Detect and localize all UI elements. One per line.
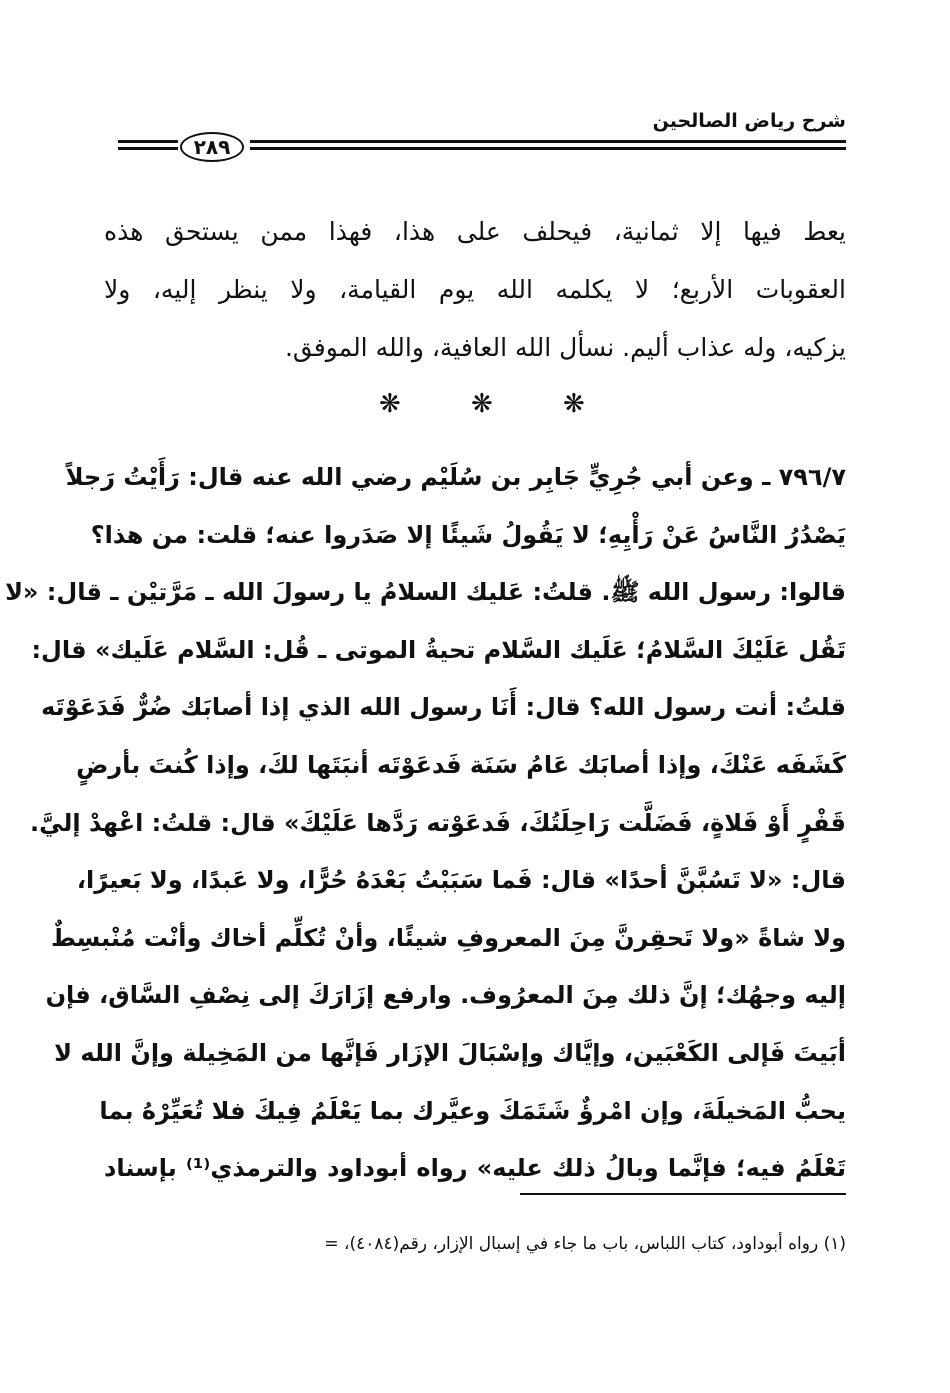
text-line: ٧٩٦/٧ ـ وعن أبي جُرِيٍّ جَابِر بن سُلَيْم رضي الله عنه قال: رَأَيْتُ رَجلاً [65,463,846,491]
text-line: يزكيه، وله عذاب أليم. نسأل الله العافية، والله الموفق. [284,333,846,362]
footnote-divider [520,1193,846,1195]
separator-star-icon: ❋ [563,389,585,419]
text-line: تَعْلَمُ فيه؛ فإنَّما وبالُ ذلك عليه» رواه أبوداود والترمذي⁽¹⁾ بإسناد [104,1154,846,1183]
hadith-paragraph [5,449,846,1198]
footnote: (١) رواه أبوداود، كتاب اللباس، باب ما جاء في إسبال الإزار، رقم(٤٠٨٤)، = [324,1234,846,1254]
header-rule-left-bottom [118,147,178,150]
separator-star-icon: ❋ [379,389,401,419]
text-line: العقوبات الأربع؛ لا يكلمه الله يوم القيامة، ولا ينظر إليه، ولا [104,275,846,304]
running-title: شرح رياض الصالحين [652,110,846,132]
text-line: قَفْرٍ أَوْ فَلاةٍ، فَضَلَّت رَاحِلَتُكَ، فَدعَوْته رَدَّها عَلَيْكَ» قال: قلتُ: اعْهدْ إليَّ. [30,808,846,837]
page-number: ٢٨٩ [180,132,244,162]
section-separator [0,384,950,424]
paragraph-continuation [104,203,846,377]
text-line: إليه وجهُك؛ إنَّ ذلك مِنَ المعرُوف. وارفع إزَارَكَ إلى نِصْفِ السَّاق، فإن [45,981,846,1010]
separator-star-icon: ❋ [471,389,493,419]
header-rule-right-bottom [250,147,846,150]
text-line: قال: «لا تَسُبَّنَّ أحدًا» قال: فَما سَبَبْتُ بَعْدَهُ حُرًّا، ولا عَبدًا، ولا بَعيرًا، [76,866,846,895]
text-line: كَشَفَه عَنْكَ، وإذا أصابَك عَامُ سَنَة فَدعَوْتَه أنبَتَها لكَ، وإذا كُنتَ بأرضٍ [76,750,846,779]
text-line: أبَيتَ فَإلى الكَعْبَين، وإيَّاك وإسْبَالَ الإزَار فَإنَّها من المَخِيلة وإنَّ الله لا [54,1038,846,1067]
text-line: تَقُل عَلَيْكَ السَّلامُ؛ عَلَيك السَّلام تحيةُ الموتى ـ قُل: السَّلام عَلَيك» قال: [31,635,846,664]
header-rule-left-top [118,140,178,143]
text-line: يعط فيها إلا ثمانية، فيحلف على هذا، فهذا ممن يستحق هذه [104,217,846,246]
text-line: يَصْدُرُ النَّاسُ عَنْ رَأْيِهِ؛ لا يَقُولُ شَيئًا إلا صَدَروا عنه؛ قلت: من هذا؟ [90,520,846,549]
text-line: قلتُ: أنت رسول الله؟ قال: أَنَا رسول الله الذي إذا أصابَك ضُرٌّ فَدَعَوْتَه [41,693,846,722]
text-line: ولا شاةً «ولا تَحقِرنَّ مِنَ المعروفِ شيئًا، وأنْ تُكلِّم أخاك وأنْت مُنْبسِطٌ [50,923,846,952]
header-rule-right-top [250,140,846,143]
text-line: قالوا: رسول الله ﷺ. قلتُ: عَليك السلامُ يا رسولَ الله ـ مَرَّتيْن ـ قال: «لا [5,578,846,607]
text-line: يحبُّ المَخيلَةَ، وإن امْرؤٌ شَتَمَكَ وعيَّرك بما يَعْلَمُ فِيكَ فلا تُعَيِّرْهُ بما [99,1096,846,1125]
